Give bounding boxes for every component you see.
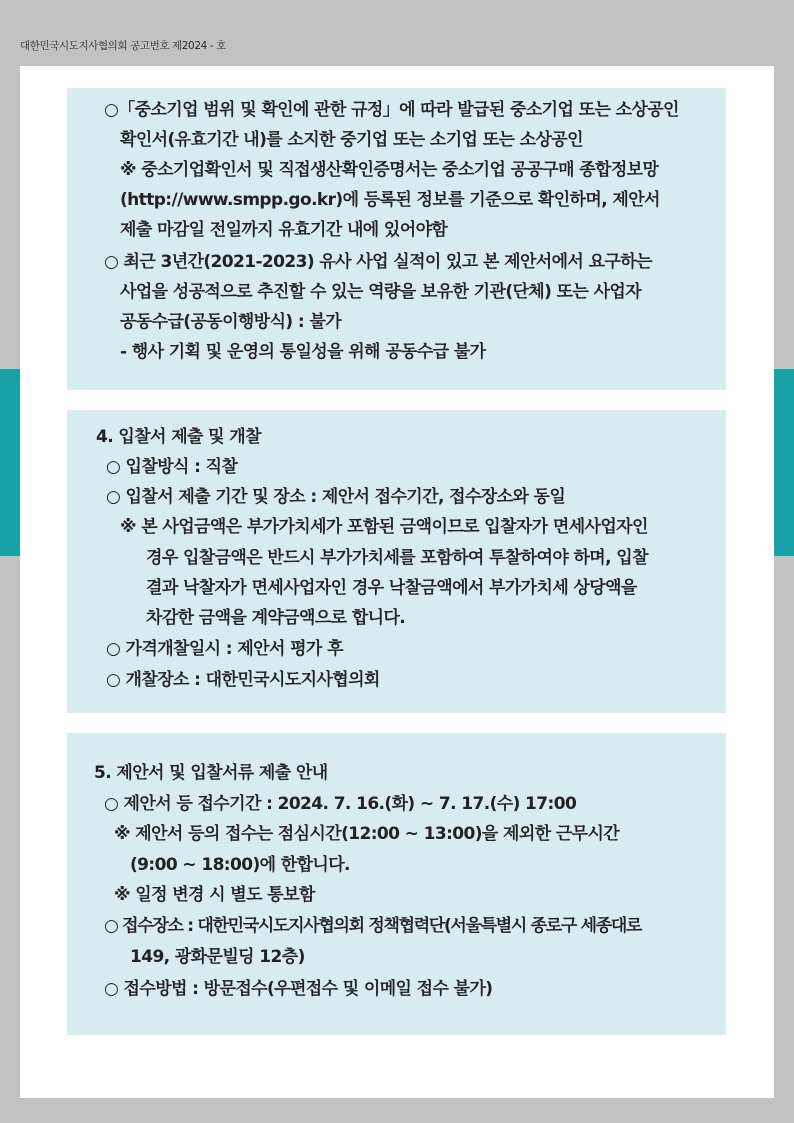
- submission-hours-note: ※ 제안서 등의 접수는 점심시간(12:00 ~ 13:00)을 제외한 근무시간: [114, 824, 620, 844]
- submission-place-continuation: 149, 광화문빌딩 12층): [130, 947, 305, 967]
- eligibility-item-continuation: 사업을 성공적으로 추진할 수 있는 역량을 보유한 기관(단체) 또는 사업자: [120, 282, 642, 302]
- left-accent-band: [0, 369, 20, 556]
- submission-period-item: ○ 제안서 등 접수기간 : 2024. 7. 16.(화) ~ 7. 17.(수) 17:00: [104, 794, 577, 814]
- schedule-change-note: ※ 일정 변경 시 별도 통보함: [114, 885, 315, 905]
- bid-vat-note: ※ 본 사업금액은 부가가치세가 포함된 금액이므로 입찰자가 면세사업자인: [120, 517, 648, 537]
- submission-hours-note-continuation: (9:00 ~ 18:00)에 한합니다.: [130, 855, 350, 875]
- eligibility-item-sme-certificate: ○「중소기업 범위 및 확인에 관한 규정」에 따라 발급된 중소기업 또는 소상공인: [104, 100, 679, 120]
- bid-method-item: ○ 입찰방식 : 직찰: [106, 457, 238, 477]
- section-4-heading: 4. 입찰서 제출 및 개찰: [96, 427, 261, 447]
- opening-place-item: ○ 개찰장소 : 대한민국시도지사협의회: [106, 670, 380, 690]
- eligibility-note-continuation: 제출 마감일 전일까지 유효기간 내에 있어야함: [120, 220, 448, 240]
- proposal-submission-section: [67, 733, 726, 1035]
- bid-submission-section: [67, 410, 726, 713]
- eligibility-item-experience: ○ 최근 3년간(2021-2023) 유사 사업 실적이 있고 본 제안서에서 요구하는: [104, 252, 652, 272]
- bid-vat-note-continuation: 차감한 금액을 계약금액으로 합니다.: [146, 608, 406, 628]
- price-opening-item: ○ 가격개찰일시 : 제안서 평가 후: [106, 639, 343, 659]
- eligibility-sub-item: - 행사 기획 및 운영의 통일성을 위해 공동수급 불가: [120, 342, 486, 362]
- eligibility-note-continuation: (http://www.smpp.go.kr)에 등록된 정보를 기준으로 확인하며, 제안서: [120, 190, 660, 210]
- right-accent-band: [774, 369, 794, 556]
- bid-period-item: ○ 입찰서 제출 기간 및 장소 : 제안서 접수기간, 접수장소와 동일: [106, 487, 566, 507]
- bid-vat-note-continuation: 경우 입찰금액은 반드시 부가가치세를 포함하여 투찰하여야 하며, 입찰: [146, 548, 648, 568]
- section-5-heading: 5. 제안서 및 입찰서류 제출 안내: [94, 763, 328, 783]
- submission-method-item: ○ 접수방법 : 방문접수(우편접수 및 이메일 접수 불가): [104, 979, 493, 999]
- header-notice-number: 대한민국시도지사협의회 공고번호 제2024 - 호: [20, 40, 226, 52]
- document-page: [20, 66, 774, 1098]
- eligibility-note: ※ 중소기업확인서 및 직접생산확인증명서는 중소기업 공공구매 종합정보망: [120, 160, 659, 180]
- bid-vat-note-continuation: 결과 낙찰자가 면세사업자인 경우 낙찰금액에서 부가가치세 상당액을: [146, 578, 637, 598]
- eligibility-item-continuation: 공동수급(공동이행방식) : 불가: [120, 312, 342, 332]
- submission-place-item: ○ 접수장소 : 대한민국시도지사협의회 정책협력단(서울특별시 종로구 세종대로: [104, 916, 642, 936]
- eligibility-item-continuation: 확인서(유효기간 내)를 소지한 중기업 또는 소기업 또는 소상공인: [120, 130, 583, 150]
- eligibility-section: [67, 88, 726, 390]
